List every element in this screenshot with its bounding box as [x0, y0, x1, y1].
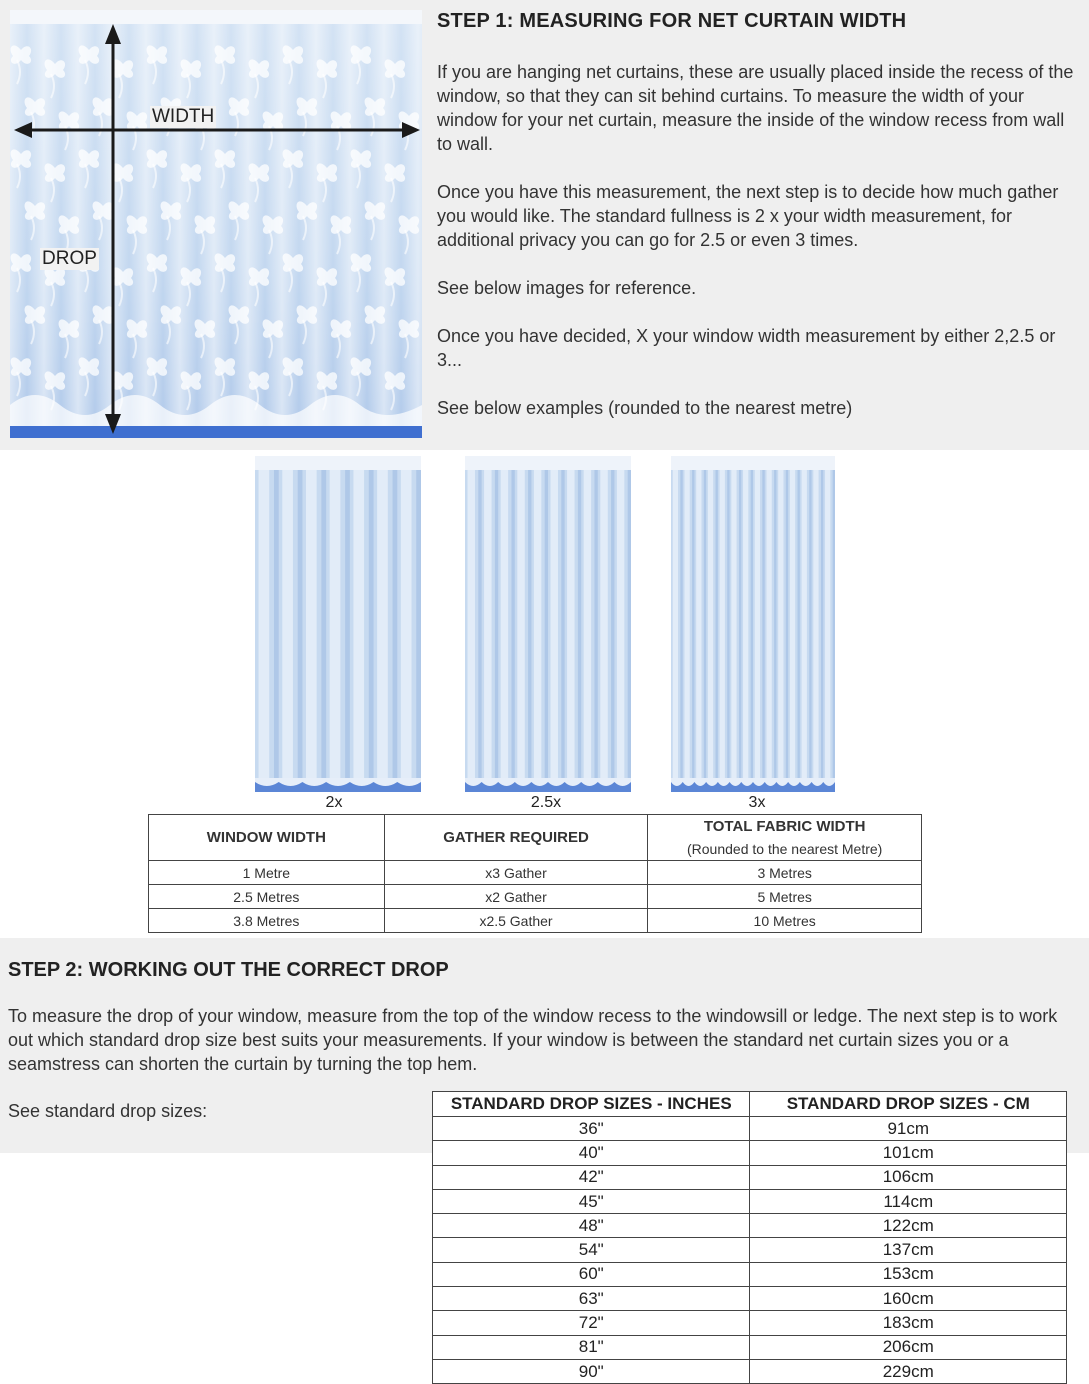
step1-paragraph: If you are hanging net curtains, these are usually placed inside the recess of the window, so that they can sit behind curtains. To measure the width of your window for your net curtain, measure the inside of the window recess from wall to wall. — [437, 62, 1074, 154]
cell-total-fabric: 5 Metres — [648, 885, 922, 909]
cell-drop-cm: 206cm — [750, 1335, 1067, 1359]
table-row — [433, 1359, 1067, 1383]
cell-drop-inches: 48" — [433, 1214, 750, 1238]
cell-drop-inches: 90" — [433, 1359, 750, 1383]
table-row — [433, 1189, 1067, 1213]
ratio-label-2x: 2x — [325, 794, 343, 811]
curtain-2-5x-image — [465, 456, 631, 792]
cell-drop-inches: 45" — [433, 1189, 750, 1213]
cell-drop-cm: 101cm — [750, 1141, 1067, 1165]
header-drop-cm: STANDARD DROP SIZES - CM — [750, 1092, 1067, 1117]
header-gather-required: GATHER REQUIRED — [384, 815, 648, 861]
cell-drop-cm: 229cm — [750, 1359, 1067, 1383]
table-header-row — [149, 815, 922, 861]
table-row — [433, 1287, 1067, 1311]
header-window-width: WINDOW WIDTH — [149, 815, 385, 861]
cell-drop-inches: 42" — [433, 1165, 750, 1189]
ratio-label-3x: 3x — [748, 794, 766, 811]
measure-arrows — [10, 10, 422, 438]
ratio-label-2-5x: 2.5x — [530, 794, 562, 811]
curtain-header-tape — [465, 456, 631, 470]
table-header-row — [433, 1092, 1067, 1117]
cell-drop-cm: 106cm — [750, 1165, 1067, 1189]
cell-drop-cm: 91cm — [750, 1117, 1067, 1141]
cell-drop-cm: 183cm — [750, 1311, 1067, 1335]
cell-window-width: 3.8 Metres — [149, 909, 385, 933]
step1-paragraph: See below examples (rounded to the nearest metre) — [437, 398, 853, 418]
table-row — [149, 885, 922, 909]
step2-paragraph: To measure the drop of your window, measure from the top of the window recess to the windowsill or ledge. The next step is to work out which standard drop size best suits your measurements. If your window is between the standard net curtain sizes you or a seamstress can shorten the curtain by turning the top hem. — [8, 1006, 1058, 1074]
cell-drop-inches: 40" — [433, 1141, 750, 1165]
curtain-header-tape — [255, 456, 421, 470]
cell-drop-cm: 153cm — [750, 1262, 1067, 1286]
step1-text — [437, 8, 1077, 420]
cell-drop-cm: 137cm — [750, 1238, 1067, 1262]
see-drop-sizes-text: See standard drop sizes: — [8, 1101, 208, 1121]
cell-gather: x3 Gather — [384, 861, 648, 885]
cell-drop-inches: 60" — [433, 1262, 750, 1286]
header-total-fabric-label: TOTAL FABRIC WIDTH — [703, 818, 866, 835]
table-row — [433, 1117, 1067, 1141]
cell-total-fabric: 10 Metres — [648, 909, 922, 933]
cell-window-width: 1 Metre — [149, 861, 385, 885]
step1-title: STEP 1: MEASURING FOR NET CURTAIN WIDTH — [437, 10, 907, 32]
step2-title: STEP 2: WORKING OUT THE CORRECT DROP — [8, 959, 449, 981]
table-row — [149, 909, 922, 933]
drop-sizes-table — [432, 1091, 1067, 1384]
curtain-folds — [671, 456, 835, 792]
header-drop-inches: STANDARD DROP SIZES - INCHES — [433, 1092, 750, 1117]
cell-drop-cm: 122cm — [750, 1214, 1067, 1238]
curtain-folds — [465, 456, 631, 792]
cell-gather: x2.5 Gather — [384, 909, 648, 933]
cell-drop-inches: 72" — [433, 1311, 750, 1335]
curtain-3x-image — [671, 456, 835, 792]
step1-paragraph: See below images for reference. — [437, 278, 697, 298]
cell-drop-cm: 160cm — [750, 1287, 1067, 1311]
cell-drop-inches: 81" — [433, 1335, 750, 1359]
cell-gather: x2 Gather — [384, 885, 648, 909]
table-row — [149, 861, 922, 885]
step1-paragraph: Once you have this measurement, the next step is to decide how much gather you would like. The standard fullness is 2 x your width measurement, for additional privacy you can go for 2.5 or even 3 times. — [437, 182, 1059, 250]
table-row — [433, 1165, 1067, 1189]
header-total-fabric — [648, 815, 922, 861]
table-row — [433, 1214, 1067, 1238]
cell-drop-inches: 63" — [433, 1287, 750, 1311]
cell-total-fabric: 3 Metres — [648, 861, 922, 885]
table-row — [433, 1335, 1067, 1359]
curtain-folds — [255, 456, 421, 792]
step1-paragraph: Once you have decided, X your window width measurement by either 2,2.5 or 3... — [437, 326, 1056, 370]
table-row — [433, 1311, 1067, 1335]
cell-window-width: 2.5 Metres — [149, 885, 385, 909]
gather-example-table — [148, 814, 922, 933]
drop-label: DROP — [42, 248, 97, 269]
cell-drop-inches: 36" — [433, 1117, 750, 1141]
cell-drop-cm: 114cm — [750, 1189, 1067, 1213]
table-row — [433, 1238, 1067, 1262]
curtain-2x-image — [255, 456, 421, 792]
cell-drop-inches: 54" — [433, 1238, 750, 1262]
header-total-fabric-note: (Rounded to the nearest Metre) — [687, 841, 883, 857]
curtain-header-tape — [671, 456, 835, 470]
table-row — [433, 1141, 1067, 1165]
width-label: WIDTH — [152, 106, 215, 127]
table-row — [433, 1262, 1067, 1286]
lace-curtain-image — [10, 10, 422, 438]
